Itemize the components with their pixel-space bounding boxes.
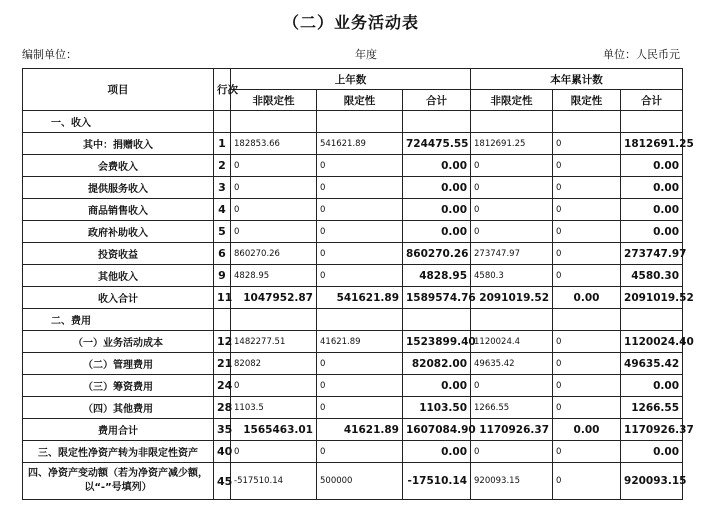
ly-restricted: 41621.89	[317, 331, 403, 353]
ty-unrestricted: 1170926.37	[471, 419, 553, 441]
table-row	[23, 111, 683, 133]
row-item: 商品销售收入	[23, 199, 214, 221]
ly-unrestricted: 1103.5	[231, 397, 317, 419]
activity-table	[22, 68, 694, 500]
ty-restricted: 0	[553, 155, 621, 177]
ly-total: 0.00	[403, 221, 471, 243]
row-item: 费用合计	[23, 419, 214, 441]
ly-restricted: 500000	[317, 463, 403, 500]
header-ly-unrestricted: 非限定性	[231, 90, 317, 111]
ly-restricted: 0	[317, 265, 403, 287]
row-no: 6	[214, 243, 231, 265]
table-row	[23, 397, 683, 419]
table-row	[23, 177, 683, 199]
row-item: （二）管理费用	[23, 353, 214, 375]
ly-total: 1103.50	[403, 397, 471, 419]
row-item: 一、收入	[23, 111, 214, 133]
ly-unrestricted: 0	[231, 199, 317, 221]
ty-total: 0.00	[621, 441, 683, 463]
table-row	[23, 133, 683, 155]
row-item: 投资收益	[23, 243, 214, 265]
table-row	[23, 309, 683, 331]
ty-unrestricted: 0	[471, 199, 553, 221]
ly-restricted: 0	[317, 375, 403, 397]
ty-unrestricted: 920093.15	[471, 463, 553, 500]
ly-unrestricted: -517510.14	[231, 463, 317, 500]
ly-total: 0.00	[403, 441, 471, 463]
row-item: 其他收入	[23, 265, 214, 287]
table-row	[23, 375, 683, 397]
ty-unrestricted: 273747.97	[471, 243, 553, 265]
ly-total: 0.00	[403, 155, 471, 177]
table-row	[23, 155, 683, 177]
ly-unrestricted: 0	[231, 441, 317, 463]
ty-restricted: 0	[553, 177, 621, 199]
ty-total: 1812691.25	[621, 133, 683, 155]
table-row	[23, 353, 683, 375]
table-row	[23, 441, 683, 463]
row-no: 3	[214, 177, 231, 199]
ly-total: 724475.55	[403, 133, 471, 155]
ty-unrestricted: 0	[471, 221, 553, 243]
ly-total: 860270.26	[403, 243, 471, 265]
ty-unrestricted: 0	[471, 177, 553, 199]
table-row	[23, 287, 683, 309]
row-no: 40	[214, 441, 231, 463]
ly-total: 0.00	[403, 199, 471, 221]
row-no: 11	[214, 287, 231, 309]
ty-unrestricted: 1266.55	[471, 397, 553, 419]
ly-unrestricted: 1482277.51	[231, 331, 317, 353]
ly-total: 0.00	[403, 177, 471, 199]
row-item: 二、费用	[23, 309, 214, 331]
row-item: 其中：捐赠收入	[23, 133, 214, 155]
unit-label: 单位：人民币元	[603, 48, 680, 61]
ty-restricted: 0.00	[553, 287, 621, 309]
ly-restricted: 0	[317, 397, 403, 419]
ly-total: 1607084.90	[403, 419, 471, 441]
ty-restricted: 0	[553, 353, 621, 375]
ty-restricted: 0	[553, 441, 621, 463]
ly-unrestricted: 860270.26	[231, 243, 317, 265]
row-item: 四、净资产变动额（若为净资产减少额，以“-”号填列）	[23, 463, 214, 500]
ly-restricted: 0	[317, 199, 403, 221]
header-this-year: 本年累计数	[471, 69, 683, 90]
ly-total: 1589574.76	[403, 287, 471, 309]
ty-total: 0.00	[621, 199, 683, 221]
ly-restricted: 41621.89	[317, 419, 403, 441]
ty-restricted: 0	[553, 133, 621, 155]
ly-restricted: 0	[317, 353, 403, 375]
ly-unrestricted: 0	[231, 177, 317, 199]
ly-unrestricted: 4828.95	[231, 265, 317, 287]
ty-unrestricted: 1120024.4	[471, 331, 553, 353]
row-item: 三、限定性净资产转为非限定性资产	[23, 441, 214, 463]
ty-unrestricted: 4580.3	[471, 265, 553, 287]
header-item: 项目	[23, 69, 214, 111]
row-no: 4	[214, 199, 231, 221]
row-item: 提供服务收入	[23, 177, 214, 199]
ly-restricted: 0	[317, 441, 403, 463]
ty-total: 273747.97	[621, 243, 683, 265]
ty-total: 0.00	[621, 155, 683, 177]
ly-unrestricted: 0	[231, 375, 317, 397]
row-item: 会费收入	[23, 155, 214, 177]
ty-unrestricted: 0	[471, 375, 553, 397]
ty-unrestricted: 49635.42	[471, 353, 553, 375]
compiler-label: 编制单位：	[22, 48, 77, 61]
ly-restricted: 541621.89	[317, 287, 403, 309]
ty-total: 0.00	[621, 177, 683, 199]
table-row	[23, 419, 683, 441]
table-row	[23, 243, 683, 265]
ty-restricted: 0	[553, 243, 621, 265]
ty-total: 0.00	[621, 221, 683, 243]
header-row-no: 行次	[214, 69, 231, 111]
ly-restricted: 0	[317, 155, 403, 177]
ty-restricted: 0	[553, 199, 621, 221]
ty-total: 49635.42	[621, 353, 683, 375]
ty-restricted: 0	[553, 331, 621, 353]
row-item: 收入合计	[23, 287, 214, 309]
ty-restricted: 0	[553, 375, 621, 397]
ty-total: 1266.55	[621, 397, 683, 419]
ly-total: 0.00	[403, 375, 471, 397]
row-no: 35	[214, 419, 231, 441]
ly-unrestricted: 0	[231, 155, 317, 177]
ly-restricted: 0	[317, 221, 403, 243]
report-title: （二）业务活动表	[282, 13, 419, 32]
table-row	[23, 221, 683, 243]
ly-total: -17510.14	[403, 463, 471, 500]
ly-unrestricted: 1565463.01	[231, 419, 317, 441]
ty-total: 4580.30	[621, 265, 683, 287]
ty-unrestricted: 0	[471, 441, 553, 463]
ty-restricted: 0	[553, 463, 621, 500]
ty-unrestricted: 0	[471, 155, 553, 177]
header-last-year: 上年数	[231, 69, 471, 90]
row-no: 1	[214, 133, 231, 155]
row-item: （三）筹资费用	[23, 375, 214, 397]
ly-unrestricted: 182853.66	[231, 133, 317, 155]
ly-total: 4828.95	[403, 265, 471, 287]
ty-total: 1120024.40	[621, 331, 683, 353]
row-item: 政府补助收入	[23, 221, 214, 243]
ly-restricted: 0	[317, 177, 403, 199]
row-item: （一）业务活动成本	[23, 331, 214, 353]
row-item: （四）其他费用	[23, 397, 214, 419]
row-no: 24	[214, 375, 231, 397]
ty-restricted: 0.00	[553, 419, 621, 441]
row-no: 2	[214, 155, 231, 177]
year-label: 年度	[355, 48, 377, 61]
table-row	[23, 199, 683, 221]
ty-total: 0.00	[621, 375, 683, 397]
row-no: 28	[214, 397, 231, 419]
row-no: 9	[214, 265, 231, 287]
row-no: 21	[214, 353, 231, 375]
ly-unrestricted: 0	[231, 221, 317, 243]
ly-unrestricted: 1047952.87	[231, 287, 317, 309]
header-ly-restricted: 限定性	[317, 90, 403, 111]
ty-total: 2091019.52	[621, 287, 683, 309]
header-ly-total: 合计	[403, 90, 471, 111]
header-ty-unrestricted: 非限定性	[471, 90, 553, 111]
ly-total: 1523899.40	[403, 331, 471, 353]
ty-total: 920093.15	[621, 463, 683, 500]
header-ty-total: 合计	[621, 90, 683, 111]
table-row	[23, 331, 683, 353]
ty-unrestricted: 1812691.25	[471, 133, 553, 155]
ly-total: 82082.00	[403, 353, 471, 375]
ty-unrestricted: 2091019.52	[471, 287, 553, 309]
ly-unrestricted: 82082	[231, 353, 317, 375]
ty-restricted: 0	[553, 397, 621, 419]
ly-restricted: 541621.89	[317, 133, 403, 155]
row-no: 5	[214, 221, 231, 243]
table-row	[23, 265, 683, 287]
row-no: 45	[214, 463, 231, 500]
ly-restricted: 0	[317, 243, 403, 265]
ty-total: 1170926.37	[621, 419, 683, 441]
row-no: 12	[214, 331, 231, 353]
header-ty-restricted: 限定性	[553, 90, 621, 111]
ty-restricted: 0	[553, 221, 621, 243]
ty-restricted: 0	[553, 265, 621, 287]
table-row	[23, 463, 683, 500]
